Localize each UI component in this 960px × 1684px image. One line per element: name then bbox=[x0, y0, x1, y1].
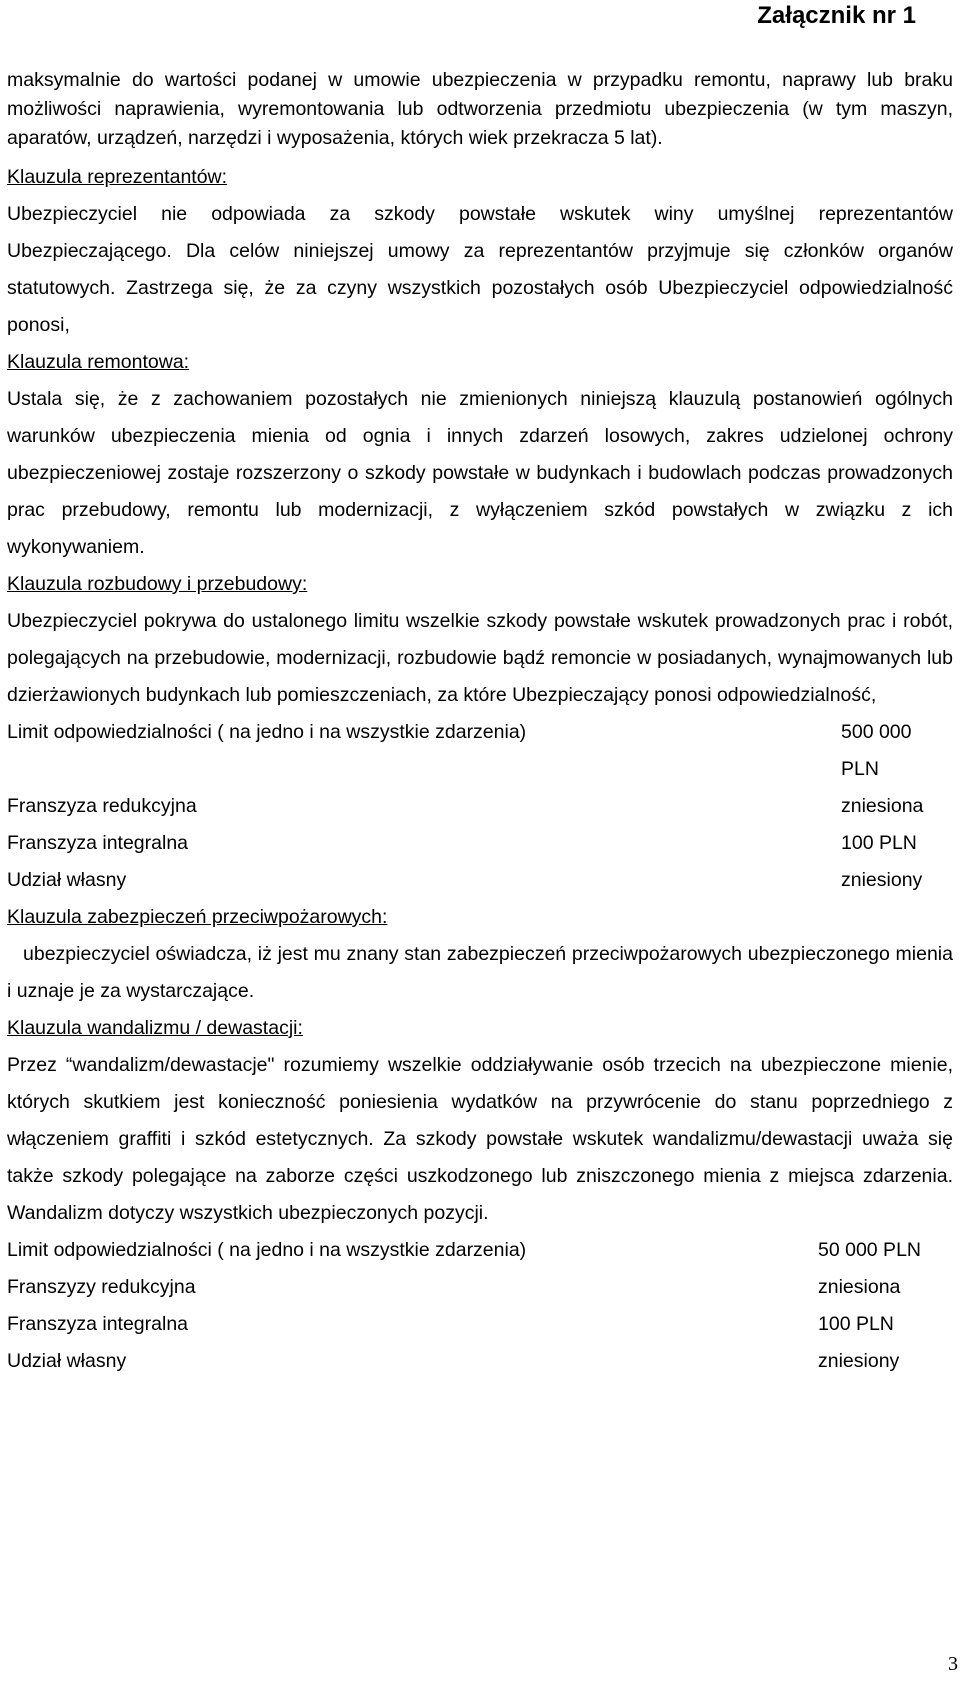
row-label: Udział własny bbox=[7, 1350, 127, 1372]
row-value: zniesiony bbox=[818, 1350, 900, 1372]
rozbudowa-text: Ubezpieczyciel pokrywa do ustalonego limitu wszelkie szkody powstałe wskutek prowadzonych prac i robót, polegających na przebudowie, modernizacji, rozbudowie bądź remoncie w posiadanych, wynajmowanych lub dzierżawionych budynkach lub pomieszczeniach, za które Ubezpieczający ponosi odpowiedzialność, bbox=[7, 610, 953, 706]
table-row bbox=[7, 714, 953, 788]
reprezentanci-text: Ubezpieczyciel nie odpowiada za szkody powstałe wskutek winy umyślnej reprezentantów Ubezpieczającego. Dla celów niniejszej umowy za reprezentantów przyjmuje się członków organów statutowych. Zastrzega się, że za czyny wszystkich pozostałych osób Ubezpieczyciel odpowiedzialność ponosi, bbox=[7, 203, 953, 336]
row-label: Franszyzy redukcyjna bbox=[7, 1276, 196, 1298]
table-row bbox=[7, 788, 953, 825]
row-value: 100 PLN bbox=[841, 832, 917, 854]
przeciwpozarowe-text: ubezpieczyciel oświadcza, iż jest mu znany stan zabezpieczeń przeciwpożarowych ubezpieczonego mienia i uznaje je za wystarczające. bbox=[7, 943, 953, 1002]
table-row bbox=[7, 1269, 953, 1306]
table-row bbox=[7, 862, 953, 899]
intro-paragraph: maksymalnie do wartości podanej w umowie ubezpieczenia w przypadku remontu, naprawy lub braku możliwości naprawienia, wyremontowania lub odtworzenia przedmiotu ubezpieczenia (w tym maszyn, aparatów, urządzeń, narzędzi i wyposażenia, których wiek przekracza 5 lat). bbox=[7, 69, 953, 149]
row-label: Franszyza redukcyjna bbox=[7, 795, 197, 817]
document-body bbox=[7, 66, 953, 1380]
row-value: zniesiona bbox=[818, 1276, 901, 1298]
row-label: Franszyza integralna bbox=[7, 1313, 189, 1335]
rozbudowa-limits-table bbox=[7, 714, 953, 899]
page-number: 3 bbox=[948, 1653, 958, 1675]
page-header-title: Załącznik nr 1 bbox=[757, 2, 916, 29]
row-value: zniesiona bbox=[841, 795, 924, 817]
table-row bbox=[7, 1343, 953, 1380]
row-label: Franszyza integralna bbox=[7, 832, 189, 854]
wandalizm-heading: Klauzula wandalizmu / dewastacji: bbox=[7, 1017, 303, 1039]
wandalizm-limits-table bbox=[7, 1232, 953, 1380]
row-label: Limit odpowiedzialności ( na jedno i na wszystkie zdarzenia) bbox=[7, 1239, 527, 1261]
table-row bbox=[7, 1306, 953, 1343]
przeciwpozarowe-heading: Klauzula zabezpieczeń przeciwpożarowych: bbox=[7, 906, 388, 928]
row-label: Udział własny bbox=[7, 869, 127, 891]
table-row bbox=[7, 1232, 953, 1269]
table-row bbox=[7, 825, 953, 862]
remontowa-heading: Klauzula remontowa: bbox=[7, 351, 190, 373]
row-value: 100 PLN bbox=[818, 1313, 894, 1335]
reprezentanci-heading: Klauzula reprezentantów: bbox=[7, 166, 228, 188]
rozbudowa-heading: Klauzula rozbudowy i przebudowy: bbox=[7, 573, 308, 595]
wandalizm-text: Przez “wandalizm/dewastacje" rozumiemy wszelkie oddziaływanie osób trzecich na ubezpieczone mienie, których skutkiem jest konieczność poniesienia wydatków na przywrócenie do stanu poprzedniego z włączeniem graffiti i szkód estetycznych. Za szkody powstałe wskutek wandalizmu/dewastacji uważa się także szkody polegające na zaborze części uszkodzonego lub zniszczonego mienia z miejsca zdarzenia. Wandalizm dotyczy wszystkich ubezpieczonych pozycji. bbox=[7, 1054, 953, 1224]
row-value: zniesiony bbox=[841, 869, 923, 891]
row-value: 500 000 PLN bbox=[841, 721, 912, 780]
remontowa-text: Ustala się, że z zachowaniem pozostałych nie zmienionych niniejszą klauzulą postanowień ogólnych warunków ubezpieczenia mienia od ognia i innych zdarzeń losowych, zakres udzielonej ochrony ubezpieczeniowej zostaje rozszerzony o szkody powstałe w budynkach i budowlach podczas prowadzonych prac przebudowy, remontu lub modernizacji, z wyłączeniem szkód powstałych w związku z ich wykonywaniem. bbox=[7, 388, 953, 558]
row-value: 50 000 PLN bbox=[818, 1239, 921, 1261]
row-label: Limit odpowiedzialności ( na jedno i na wszystkie zdarzenia) bbox=[7, 721, 527, 743]
